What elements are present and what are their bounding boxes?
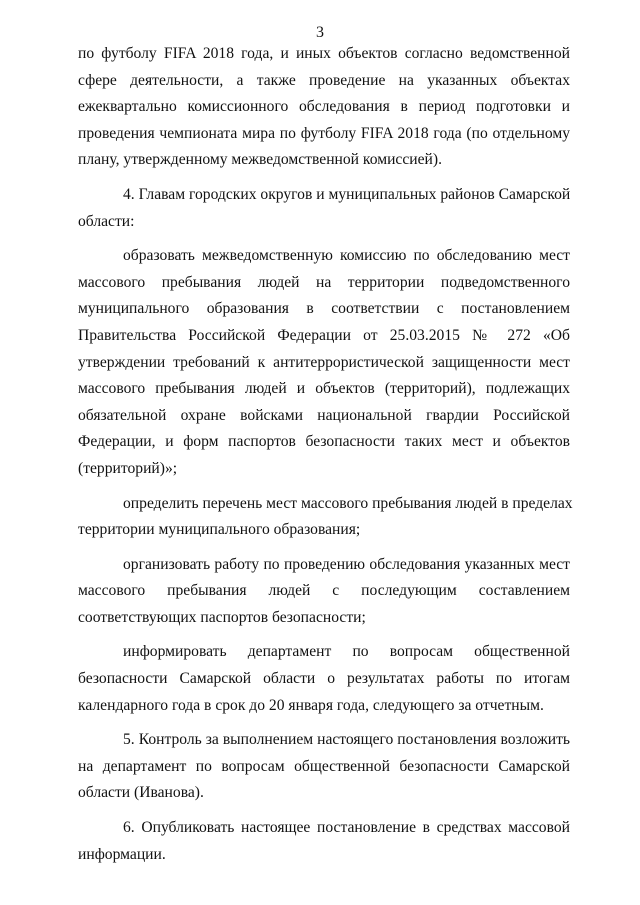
text-line: области (Иванова). <box>78 784 204 802</box>
paragraph-spacer <box>78 719 570 727</box>
text-line: (территорий)»; <box>78 459 178 477</box>
text-line: массового пребывания людей и объектов (территорий), подлежащих <box>78 380 570 398</box>
text-line: определить перечень мест массового пребывания людей в пределах <box>123 494 573 512</box>
text-line: плану, утвержденному межведомственной комиссией). <box>78 151 442 169</box>
text-line: Правительства Российской Федерации от 25.03.2015 № 272 «Об <box>78 326 570 344</box>
text-line: массового пребывания людей на территории подведомственного <box>78 273 570 291</box>
text-line: информации. <box>78 845 166 863</box>
text-line: проведения чемпионата мира по футболу FIFA 2018 года (по отдельному <box>78 124 570 142</box>
paragraph-spacer <box>78 174 570 182</box>
text-line: 6. Опубликовать настоящее постановление в средствах массовой <box>123 819 570 837</box>
paragraph <box>78 552 570 632</box>
text-line: области: <box>78 212 135 230</box>
text-line: 4. Главам городских округов и муниципальных районов Самарской <box>123 185 571 203</box>
paragraph <box>78 491 573 544</box>
text-line: организовать работу по проведению обследования указанных мест <box>123 555 570 573</box>
paragraph <box>78 639 570 719</box>
paragraph-spacer <box>78 807 570 815</box>
paragraph-spacer <box>78 235 570 243</box>
text-line: безопасности Самарской области о результатах работы по итогам <box>78 670 570 688</box>
paragraph <box>78 41 570 174</box>
text-line: массового пребывания людей с последующим составлением <box>78 582 570 600</box>
page-number: 3 <box>316 24 324 41</box>
paragraph <box>78 243 570 482</box>
paragraph <box>78 815 570 868</box>
text-line: информировать департамент по вопросам общественной <box>123 643 570 661</box>
text-line: Федерации, и форм паспортов безопасности таких мест и объектов <box>78 433 570 451</box>
text-line: соответствующих паспортов безопасности; <box>78 608 366 626</box>
text-line: сфере деятельности, а также проведение на указанных объектах <box>78 71 570 89</box>
paragraph-spacer <box>78 483 570 491</box>
document-body <box>78 41 573 868</box>
paragraph-spacer <box>78 631 570 639</box>
text-line: территории муниципального образования; <box>78 521 361 539</box>
text-line: на департамент по вопросам общественной безопасности Самарской <box>78 757 570 775</box>
paragraph-spacer <box>78 544 570 552</box>
paragraph <box>78 182 570 235</box>
text-line: ежеквартально комиссионного обследования в период подготовки и <box>78 98 570 116</box>
text-line: обязательной охране войсками национальной гвардии Российской <box>78 406 570 424</box>
text-line: утверждении требований к антитеррористической защищенности мест <box>78 353 570 371</box>
text-line: муниципального образования в соответствии с постановлением <box>78 300 570 318</box>
paragraph <box>78 727 570 807</box>
text-line: календарного года в срок до 20 января года, следующего за отчетным. <box>78 696 544 714</box>
text-line: по футболу FIFA 2018 года, и иных объектов согласно ведомственной <box>78 45 570 62</box>
text-line: образовать межведомственную комиссию по обследованию мест <box>123 247 570 265</box>
text-line: 5. Контроль за выполнением настоящего постановления возложить <box>123 731 570 749</box>
